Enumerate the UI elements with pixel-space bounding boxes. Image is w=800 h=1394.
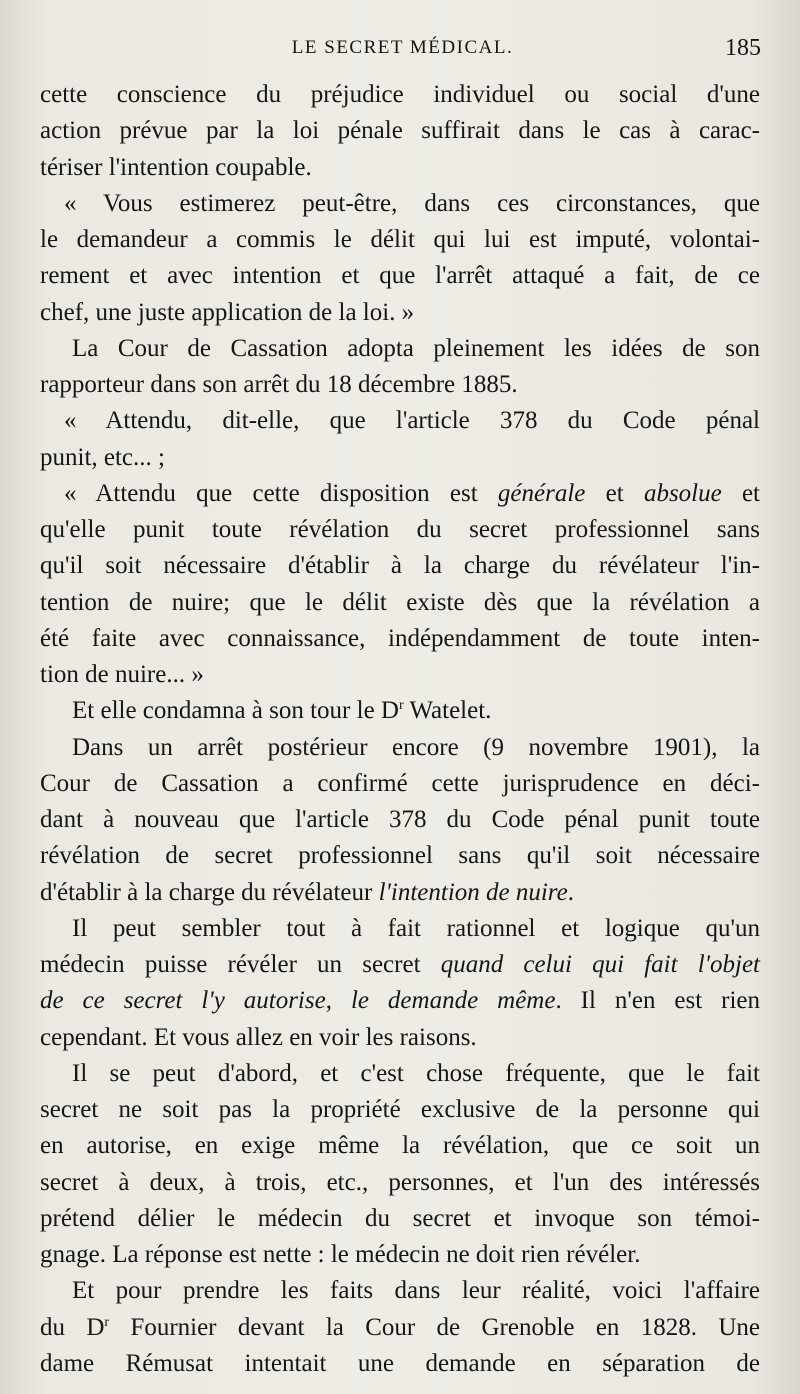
text-run: Watelet. <box>403 697 492 725</box>
text-line <box>40 440 760 476</box>
superscript: r <box>398 698 404 714</box>
text-line <box>40 222 760 258</box>
text-line <box>40 295 760 331</box>
text-run: dant à nouveau que l'article 378 du Code pénal punit toute <box>40 806 760 833</box>
text-line <box>40 585 760 621</box>
text-run: Il se peut d'abord, et c'est chose fréquente, que le fait <box>72 1059 760 1087</box>
text-line <box>40 258 760 294</box>
text-run: rapporteur dans son arrêt du 18 décembre 1885. <box>40 371 518 398</box>
text-line <box>40 911 760 947</box>
text-line <box>40 1346 760 1382</box>
text-line <box>40 1273 760 1309</box>
text-run: d'établir à la charge du révélateur <box>40 878 379 906</box>
page-number: 185 <box>725 35 761 61</box>
text-line <box>40 730 760 766</box>
text-run: « Vous estimerez peut-être, dans ces circonstances, que <box>64 189 760 217</box>
text-line <box>40 113 760 149</box>
text-line <box>40 1201 760 1237</box>
text-run: prétend délier le médecin du secret et invoque son témoi- <box>40 1204 760 1232</box>
text-line <box>40 875 760 911</box>
text-line <box>40 983 760 1019</box>
text-line <box>40 548 760 584</box>
text-line <box>40 331 760 367</box>
text-line <box>40 150 760 186</box>
text-run: le demandeur a commis le délit qui lui est imputé, volontai- <box>40 226 760 253</box>
text-line <box>40 186 760 222</box>
italic-text: le demande même <box>350 987 556 1015</box>
text-run: tion de nuire... » <box>40 661 204 688</box>
text-run: Fournier devant la Cour de Grenoble en 1828. Une <box>109 1313 761 1341</box>
text-line <box>40 403 760 439</box>
text-run: Et pour prendre les faits dans leur réalité, voici l'affaire <box>72 1277 760 1305</box>
text-run: Et elle condamna à son tour le D <box>72 697 399 725</box>
body-text <box>40 77 760 1382</box>
text-run: . Il n'en est rien <box>555 987 761 1015</box>
text-run: chef, une juste application de la loi. » <box>40 298 415 326</box>
text-run: punit, etc... ; <box>40 443 165 471</box>
text-run: Cour de Cassation a confirmé cette jurisprudence en déci- <box>40 769 760 797</box>
running-title: LE SECRET MÉDICAL. <box>291 37 514 58</box>
superscript: r <box>104 1314 110 1330</box>
text-run: et <box>721 479 761 507</box>
text-run: et <box>585 479 644 507</box>
text-run: « Attendu que cette disposition est <box>64 479 498 507</box>
italic-text: absolue <box>643 479 722 507</box>
italic-text: générale <box>497 479 586 507</box>
text-run: secret ne soit pas la propriété exclusive de la personne qui <box>40 1096 760 1123</box>
text-run: du D <box>40 1313 105 1341</box>
text-run: action prévue par la loi pénale suffirait dans le cas à carac- <box>40 117 760 145</box>
text-line <box>40 947 760 983</box>
page-header <box>40 30 765 66</box>
italic-text: l'intention de nuire <box>378 878 568 906</box>
text-run: « Attendu, dit-elle, que l'article 378 du Code pénal <box>64 407 760 435</box>
italic-text: de ce secret l'y autorise <box>40 987 326 1015</box>
text-line <box>40 1237 760 1273</box>
text-run: médecin puisse révéler un secret <box>40 951 441 978</box>
text-line <box>40 1056 760 1092</box>
italic-text: quand celui qui fait l'objet <box>440 951 760 978</box>
text-run: révélation de secret professionnel sans qu'il soit nécessaire <box>40 842 760 870</box>
text-line <box>40 1128 760 1164</box>
text-line <box>40 77 760 113</box>
text-run: Il peut sembler tout à fait rationnel et logique qu'un <box>72 914 760 942</box>
text-run: en autorise, en exige même la révélation, que ce soit un <box>40 1132 760 1160</box>
text-run: tériser l'intention coupable. <box>40 153 312 181</box>
text-run: rement et avec intention et que l'arrêt attaqué a fait, de ce <box>40 262 760 290</box>
text-run: Dans un arrêt postérieur encore (9 novembre 1901), la <box>72 733 760 761</box>
text-run: gnage. La réponse est nette : le médecin ne doit rien révéler. <box>40 1241 641 1268</box>
text-line <box>40 838 760 874</box>
text-run: La Cour de Cassation adopta pleinement les idées de son <box>72 334 760 362</box>
text-line <box>40 693 760 729</box>
text-run: secret à deux, à trois, etc., personnes, et l'un des intéressés <box>40 1168 760 1196</box>
text-run: , <box>325 987 351 1015</box>
text-line <box>40 1020 760 1056</box>
text-run: . <box>567 878 574 906</box>
text-run: cependant. Et vous allez en voir les raisons. <box>40 1023 477 1051</box>
text-line <box>40 1092 760 1128</box>
text-line <box>40 512 760 548</box>
text-run: cette conscience du préjudice individuel ou social d'une <box>40 81 760 108</box>
text-run: qu'elle punit toute révélation du secret professionnel sans <box>40 516 760 543</box>
text-line <box>40 476 760 512</box>
text-line <box>40 1165 760 1201</box>
text-line <box>40 621 760 657</box>
text-run: qu'il soit nécessaire d'établir à la charge du révélateur l'in- <box>40 552 760 580</box>
text-run: tention de nuire; que le délit existe dès que la révélation a <box>40 588 760 616</box>
text-run: été faite avec connaissance, indépendamment de toute inten- <box>40 624 760 652</box>
text-line <box>40 657 760 693</box>
text-run: dame Rémusat intentait une demande en séparation de <box>40 1349 760 1377</box>
text-line <box>40 766 760 802</box>
text-line <box>40 802 760 838</box>
text-line <box>40 1310 760 1346</box>
text-line <box>40 367 760 403</box>
